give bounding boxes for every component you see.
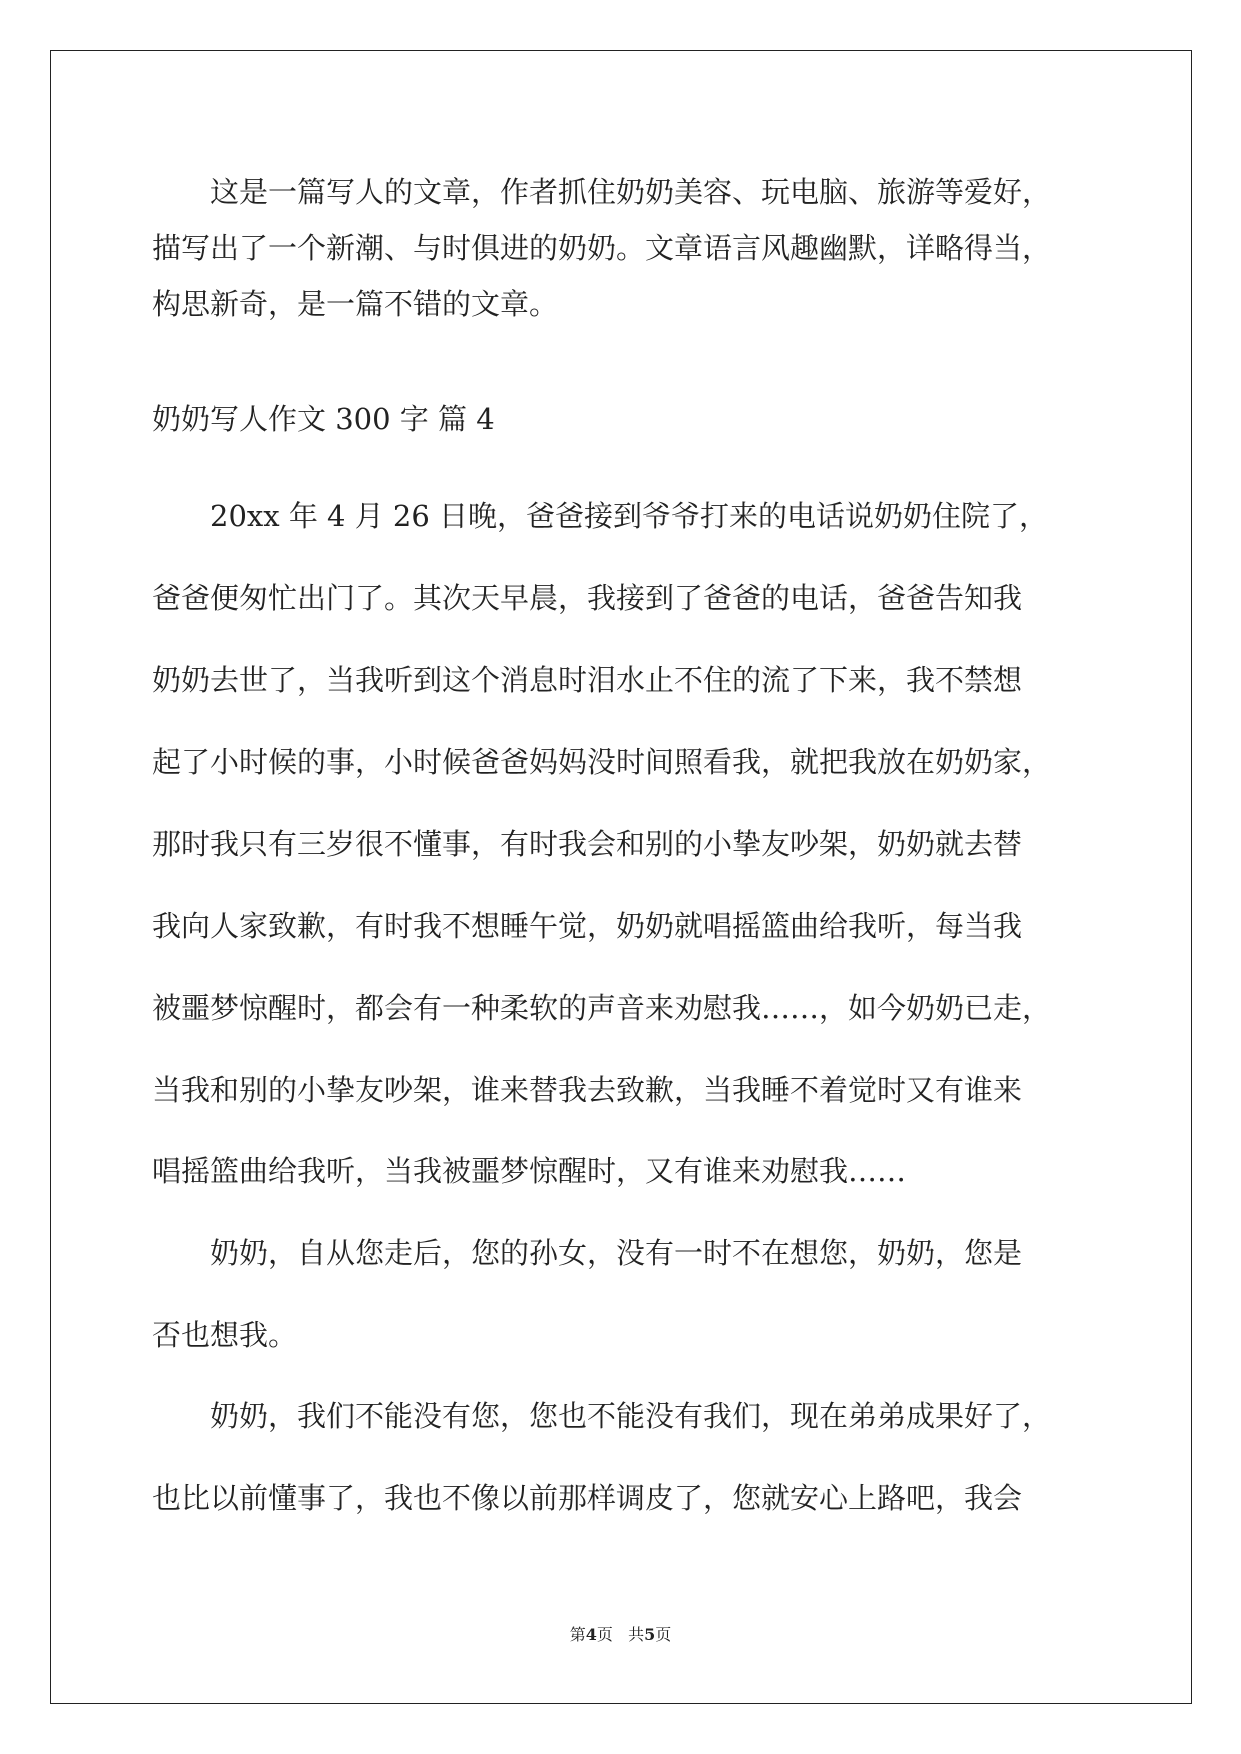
- page-footer: [0, 1622, 1241, 1645]
- current-page-number: 4: [585, 1625, 597, 1644]
- text-line: 起了小时候的事，小时候爸爸妈妈没时间照看我，就把我放在奶奶家，: [152, 745, 1052, 779]
- text-line: 我向人家致歉，有时我不想睡午觉，奶奶就唱摇篮曲给我听，每当我: [152, 909, 1023, 943]
- text-line: 奶奶，我们不能没有您，您也不能没有我们，现在弟弟成果好了，: [152, 1399, 1052, 1433]
- text-line: 否也想我。: [152, 1318, 298, 1352]
- text-line: 20xx 年 4 月 26 日晚，爸爸接到爷爷打来的电话说奶奶住院了，: [152, 499, 1049, 533]
- footer-prefix: 第: [569, 1625, 586, 1644]
- total-pages-number: 5: [644, 1625, 656, 1644]
- text-line: 也比以前懂事了，我也不像以前那样调皮了，您就安心上路吧，我会: [152, 1481, 1023, 1515]
- text-line: 唱摇篮曲给我听，当我被噩梦惊醒时，又有谁来劝慰我……: [152, 1154, 907, 1188]
- footer-total-unit: 页: [655, 1625, 672, 1644]
- text-line: 那时我只有三岁很不懂事，有时我会和别的小挚友吵架，奶奶就去替: [152, 827, 1023, 861]
- section-heading: 奶奶写人作文 300 字 篇 4: [152, 402, 495, 436]
- text-line: 这是一篇写人的文章，作者抓住奶奶美容、玩电脑、旅游等爱好，: [152, 175, 1052, 209]
- text-line: 构思新奇，是一篇不错的文章。: [152, 287, 559, 321]
- text-line: 描写出了一个新潮、与时俱进的奶奶。文章语言风趣幽默，详略得当，: [152, 231, 1052, 265]
- footer-page-unit: 页: [596, 1625, 613, 1644]
- footer-total-prefix: 共: [628, 1625, 645, 1644]
- text-line: 奶奶去世了，当我听到这个消息时泪水止不住的流了下来，我不禁想: [152, 663, 1023, 697]
- text-line: 爸爸便匆忙出门了。其次天早晨，我接到了爸爸的电话，爸爸告知我: [152, 581, 1023, 615]
- text-line: 当我和别的小挚友吵架，谁来替我去致歉，当我睡不着觉时又有谁来: [152, 1073, 1023, 1107]
- text-line: 被噩梦惊醒时，都会有一种柔软的声音来劝慰我……，如今奶奶已走，: [152, 991, 1052, 1025]
- text-line: 奶奶，自从您走后，您的孙女，没有一时不在想您，奶奶，您是: [152, 1236, 1023, 1270]
